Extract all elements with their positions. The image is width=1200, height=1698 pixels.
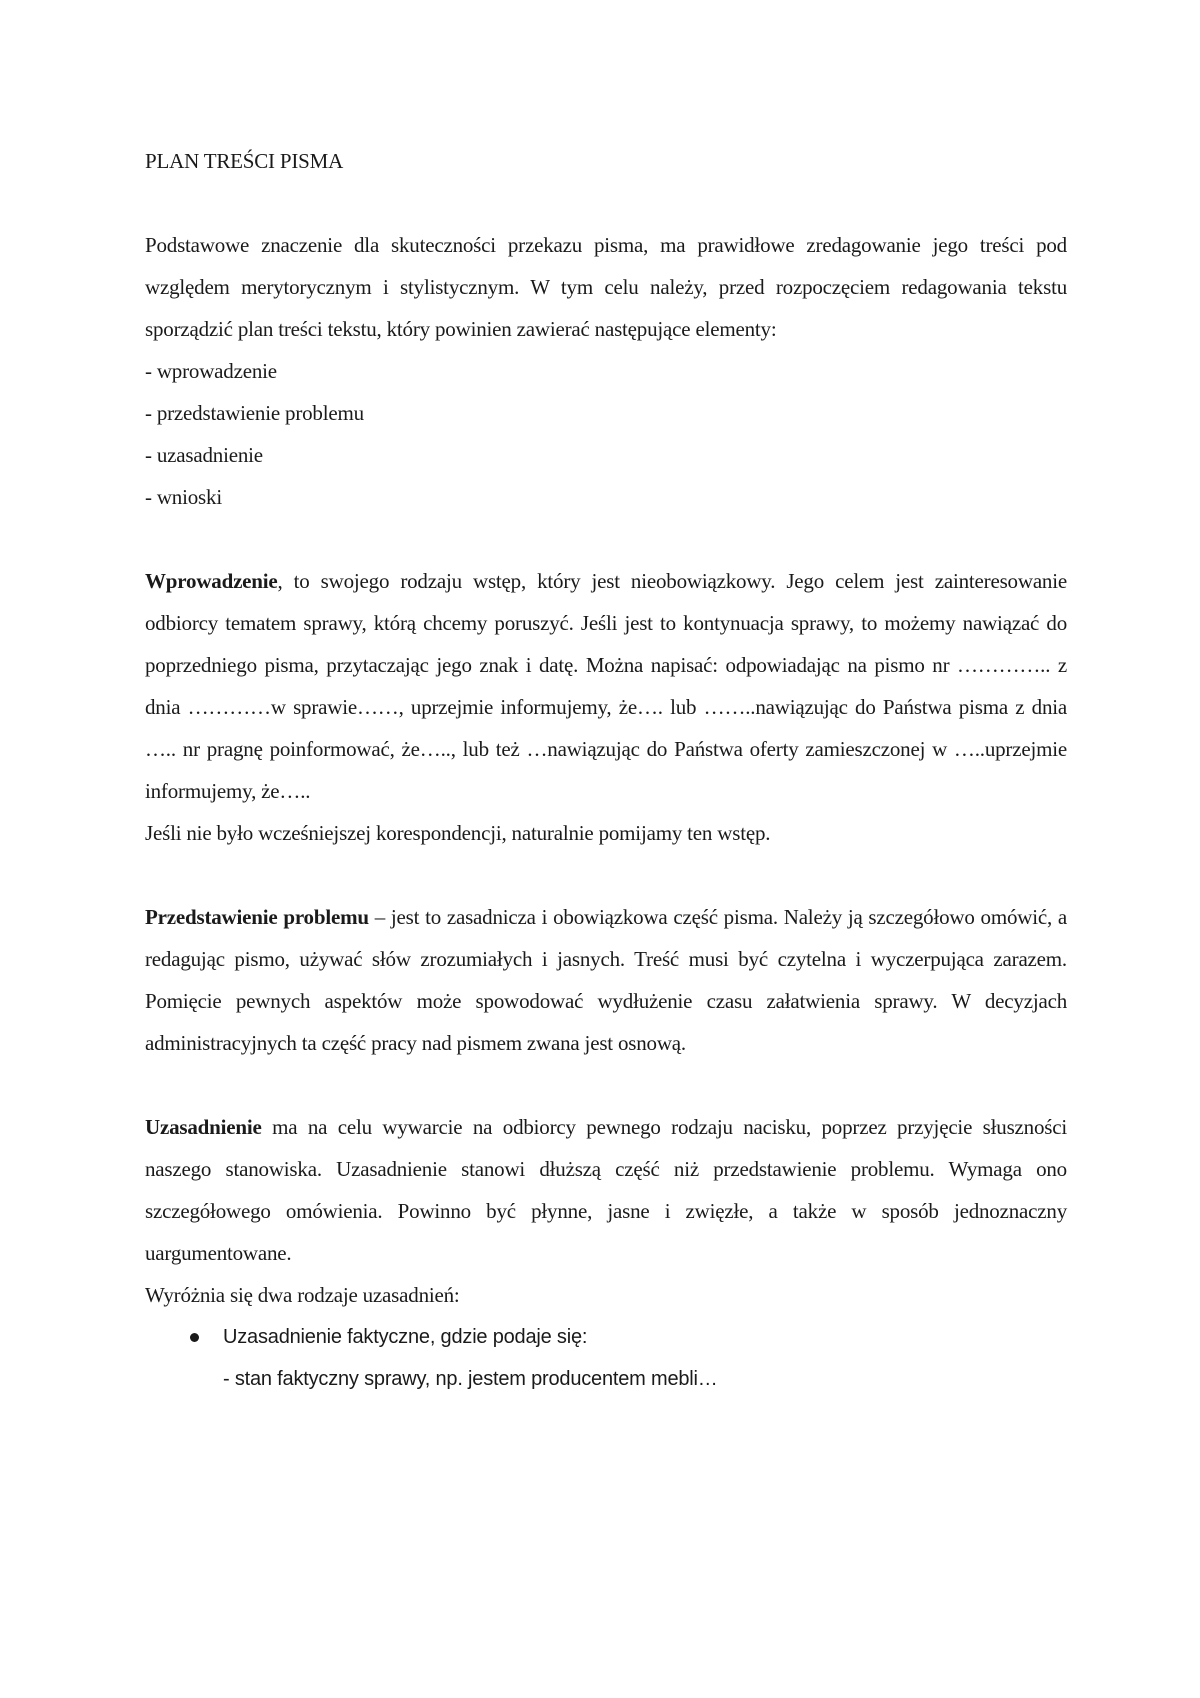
paragraph-gap	[145, 518, 1067, 560]
paragraph-gap	[145, 1064, 1067, 1106]
document-page	[145, 140, 1067, 1400]
przedstawienie-text: – jest to zasadnicza i obowiązkowa część pisma. Należy ją szczegółowo omówić, a redagując pismo, używać słów zrozumiałych i jasnych. Treść musi być czytelna i wyczerpująca zarazem. Pomięcie pewnych aspektów może spowodować wydłużenie czasu załatwienia sprawy. W decyzjach administracyjnych ta część pracy nad pismem zwana jest osnową.	[145, 905, 1067, 1055]
document-title: PLAN TREŚCI PISMA	[145, 149, 344, 173]
wprowadzenie-paragraph	[145, 560, 1067, 812]
wprowadzenie-text: , to swojego rodzaju wstęp, który jest nieobowiązkowy. Jego celem jest zainteresowanie odbiorcy tematem sprawy, którą chcemy poruszyć. Jeśli jest to kontynuacja sprawy, to możemy nawiązać do poprzedniego pisma, przytaczając jego znak i datę. Można napisać: odpowiadając na pismo nr ………….. z dnia …………w sprawie……, uprzejmie informujemy, że…. lub ……..nawiązując do Państwa pisma z dnia ….. nr pragnę poinformować, że….., lub też …nawiązując do Państwa oferty zamieszczonej w …..uprzejmie informujemy, że…..	[145, 569, 1067, 803]
list-item: - wprowadzenie	[145, 359, 277, 383]
uzasadnienie-term: Uzasadnienie	[145, 1115, 262, 1139]
sub-list-item: - stan faktyczny sprawy, np. jestem producentem mebli…	[223, 1368, 718, 1390]
przedstawienie-term: Przedstawienie problemu	[145, 905, 369, 929]
przedstawienie-paragraph	[145, 896, 1067, 1064]
list-item: - uzasadnienie	[145, 443, 263, 467]
list-item: - wnioski	[145, 485, 222, 509]
list-item	[145, 1316, 1067, 1358]
bullet-icon	[190, 1333, 199, 1342]
uzasadnienie-paragraph	[145, 1106, 1067, 1274]
bullet-text: Uzasadnienie faktyczne, gdzie podaje się:	[223, 1326, 588, 1348]
wprowadzenie-note: Jeśli nie było wcześniejszej korespondencji, naturalnie pomijamy ten wstęp.	[145, 821, 771, 845]
uzasadnienie-types-intro: Wyróżnia się dwa rodzaje uzasadnień:	[145, 1283, 460, 1307]
paragraph-gap	[145, 854, 1067, 896]
uzasadnienie-text: ma na celu wywarcie na odbiorcy pewnego rodzaju nacisku, poprzez przyjęcie słuszności naszego stanowiska. Uzasadnienie stanowi dłuższą część niż przedstawienie problemu. Wymaga ono szczegółowego omówienia. Powinno być płynne, jasne i zwięzłe, a także w sposób jednoznaczny uargumentowane.	[145, 1115, 1067, 1265]
wprowadzenie-term: Wprowadzenie	[145, 569, 278, 593]
intro-paragraph: Podstawowe znaczenie dla skuteczności przekazu pisma, ma prawidłowe zredagowanie jego treści pod względem merytorycznym i stylistycznym. W tym celu należy, przed rozpoczęciem redagowania tekstu sporządzić plan treści tekstu, który powinien zawierać następujące elementy:	[145, 233, 1067, 341]
uzasadnienie-types-list	[145, 1316, 1067, 1358]
list-item: - przedstawienie problemu	[145, 401, 364, 425]
elements-list	[145, 350, 1067, 518]
